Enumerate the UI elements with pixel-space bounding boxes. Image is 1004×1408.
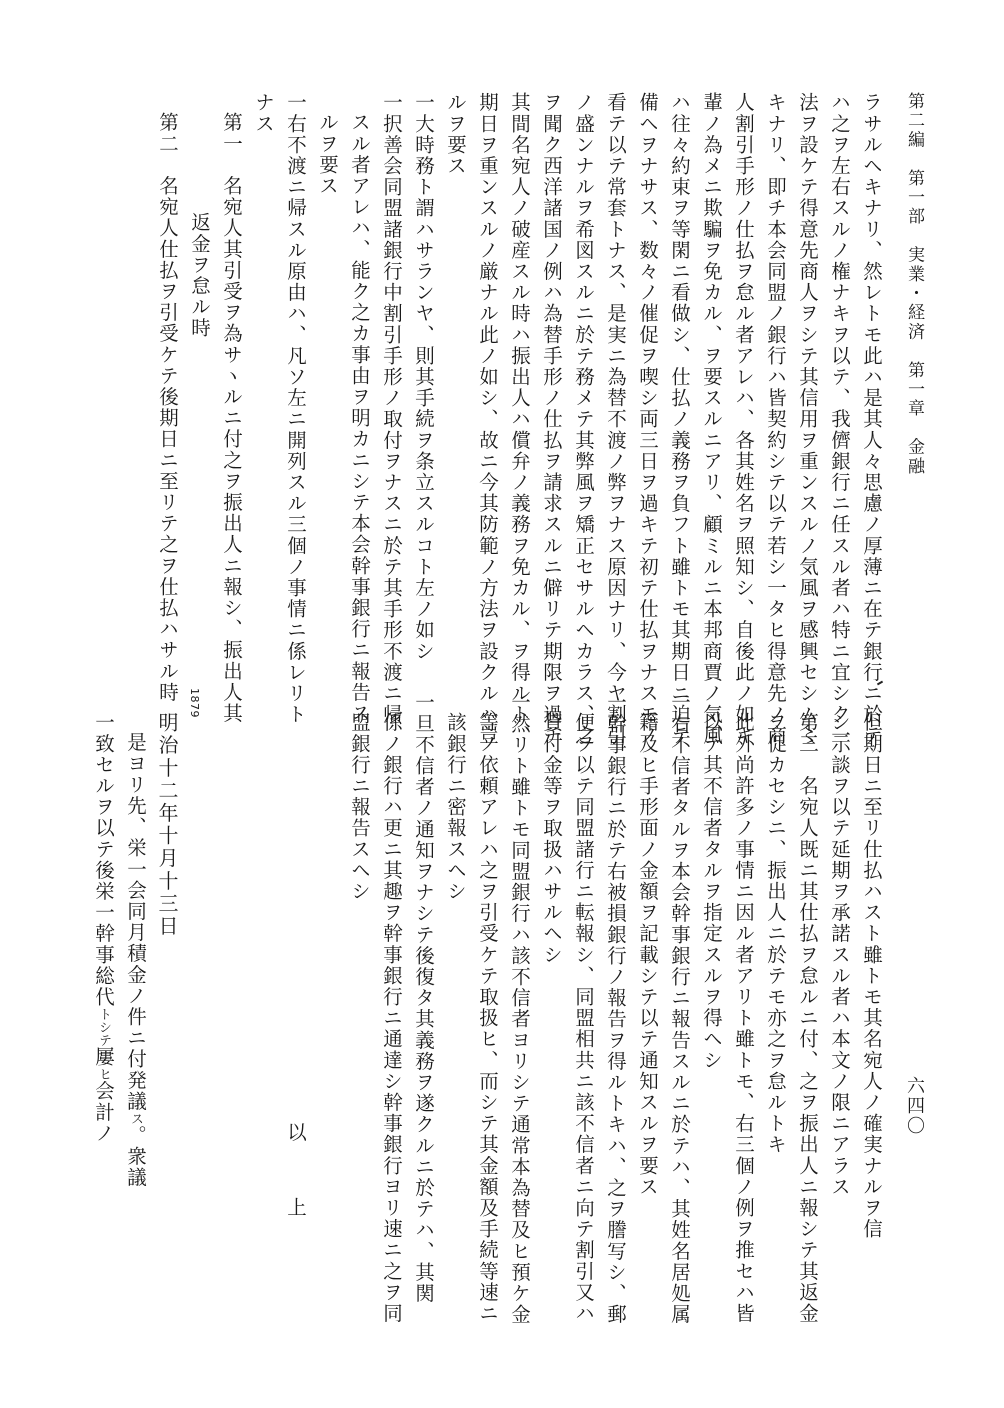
upper-line: 法ヲ設ケテ得意先商人ヲシテ其信用ヲ重ンスルノ気風ヲ感興セシム〻 [796, 92, 819, 747]
lower-line: 一旦不信者ノ通知ヲナシテ後復タ其義務ヲ遂クルニ於テハ、其関 [412, 692, 435, 1304]
upper-line: 一大時務ト謂ハサランヤ、則其手続ヲ条立スルコト左ノ如シ [412, 92, 435, 662]
final-line-2 [87, 712, 113, 1144]
upper-line: 一右不渡ニ帰スル原由ハ、凡ソ左ニ開列スル三個ノ事情ニ係レリト [284, 92, 307, 725]
final-line-2-end: 会計ノ [92, 1080, 115, 1144]
upper-line: ルヲ要ス [316, 112, 339, 197]
lower-line: 該銀行ニ密報スヘシ [444, 712, 467, 902]
upper-line: 一択善会同盟諸銀行中割引手形ノ取付ヲナスニ於テ其手形不渡ニ帰 [380, 92, 403, 725]
lower-line: ヲ促カセシニ、振出人ニ於テモ亦之ヲ怠ルトキ [764, 712, 787, 1156]
upper-line: 看テ以テ常套トナス、是実ニ為替不渡ノ弊ヲナス原因ナリ、今ヤ割引 [604, 92, 627, 747]
lower-line: 此外尚許多ノ事情ニ因ル者アリト雖トモ、右三個ノ例ヲ推セハ皆 [732, 712, 755, 1324]
upper-line: キナリ、即チ本会同盟ノ銀行ハ皆契約シテ以テ若シ一タヒ得意先ノ商 [764, 92, 787, 747]
lower-line: 籍及ヒ手形面ノ金額ヲ記載シテ以テ通知スルヲ要ス [636, 712, 659, 1198]
upper-line: ラサルヘキナリ、然レトモ此ハ是其人々思慮ノ厚薄ニ在テ銀行ニ於テ [860, 92, 883, 747]
lower-line: 便ヲ以テ同盟諸行ニ転報シ、同盟相共ニ該不信者ニ向テ割引又ハ [572, 712, 595, 1324]
lower-line: 但期日ニ至リ仕払ハスト雖トモ其名宛人ノ確実ナルヲ信 [860, 712, 883, 1240]
upper-line: 期日ヲ重ンスルノ厳ナル此ノ如シ、故ニ今其防範ノ方法ヲ設クルハ豈 [476, 92, 499, 747]
upper-line: 第二 名宛人仕払ヲ引受ケテ後期日ニ至リテ之ヲ仕払ハサル時 [156, 112, 179, 703]
lower-line: 以テ其不信者タルヲ指定スルヲ得ヘシ [700, 712, 723, 1071]
upper-line: ルヲ要ス [444, 92, 467, 177]
final-line-2-mid: 屢 [92, 1046, 115, 1068]
final-line-2-small2: ヒ [96, 1067, 111, 1081]
lower-line: 一然リト雖トモ同盟銀行ハ該不信者ヨリシテ通常本為替及ヒ預ケ金 [508, 692, 531, 1325]
lower-line: 一右不信者タルヲ本会幹事銀行ニ報告スルニ於テハ、其姓名居処属 [668, 692, 691, 1325]
upper-line: 返金ヲ怠ル時 [188, 212, 211, 339]
lower-line: 一幹事銀行ニ於テ右被損銀行ノ報告ヲ得ルトキハ、之ヲ謄写シ、郵 [604, 692, 627, 1325]
final-line-2-small: トシテ [96, 1007, 111, 1047]
final-line-1-small: ス [128, 1111, 143, 1125]
upper-line: ハ往々約束ヲ等閑ニ看做シ、仕払ノ義務ヲ負フト雖トモ其期日ニ迫テ [668, 92, 691, 747]
closing-mark: 以 上 [284, 1122, 307, 1235]
upper-line: スル者アレハ、能ク之カ事由ヲ明カニシテ本会幹事銀行ニ報告ス [348, 112, 371, 724]
year-annotation: 1879 [188, 688, 201, 718]
upper-line: 輩ノ為メニ欺騙ヲ免カル、ヲ要スルニアリ、顧ミルニ本邦商賈ノ気風 [700, 92, 723, 747]
final-line-1-main: 是ヨリ先、栄一会同月積金ノ件ニ付発議 [124, 732, 147, 1112]
upper-line: 備ヘヲナサス、数々ノ催促ヲ喫シ両三日ヲ過キテ初テ仕払ヲナスモノ [636, 92, 659, 747]
lower-line: 貸付金等ヲ取扱ハサルヘシ [540, 712, 563, 966]
page-number: 六四〇 [904, 1076, 925, 1136]
upper-line: ヲ聞ク西洋諸国ノ例ハ為替手形ノ仕払ヲ請求スルニ僻リテ期限ヲ過チ [540, 92, 563, 747]
final-line-1-end: 。衆議 [124, 1124, 147, 1189]
lower-line: 等ノ依頼アレハ之ヲ引受ケテ取扱ヒ、而シテ其金額及手続等速ニ [476, 712, 499, 1324]
lower-line: 盟銀行ニ報告スヘシ [348, 712, 371, 902]
upper-line: 第一 名宛人其引受ヲ為サヽルニ付之ヲ振出人ニ報シ、振出人其 [220, 112, 243, 724]
upper-line: ハ之ヲ左右スルノ権ナキヲ以テ、我儕銀行ニ任スル者ハ特ニ宜シク一 [828, 92, 851, 747]
date-line: 明治十二年十月十三日 [155, 712, 179, 938]
lower-line: 係ノ銀行ハ更ニ其趣ヲ幹事銀行ニ通達シ幹事銀行ヨリ速ニ之ヲ同 [380, 712, 403, 1324]
upper-line: 人割引手形ノ仕払ヲ怠ル者アレハ、各其姓名ヲ照知シ、自後此ノ如キ [732, 92, 755, 747]
lower-line: 第三 名宛人既ニ其仕払ヲ怠ルニ付、之ヲ振出人ニ報シテ其返金 [796, 712, 819, 1324]
upper-line: ノ盛ンナルヲ希図スルニ於テ務メテ其弊風ヲ矯正セサルヘカラス、之 [572, 92, 595, 747]
final-line-2-main: 一致セルヲ以テ後栄一幹事総代 [92, 712, 115, 1008]
upper-line: ナス [252, 92, 275, 135]
lower-line: シ示談ヲ以テ延期ヲ承諾スル者ハ本文ノ限ニアラス [828, 712, 851, 1198]
upper-line: 其間名宛人ノ破産スル時ハ振出人ハ償弁ノ義務ヲ免カル、ヲ得ルト、 [508, 92, 531, 747]
final-line-1 [119, 732, 145, 1188]
running-header: 第二編 第一部 実業・経済 第一章 金融 [904, 92, 924, 476]
